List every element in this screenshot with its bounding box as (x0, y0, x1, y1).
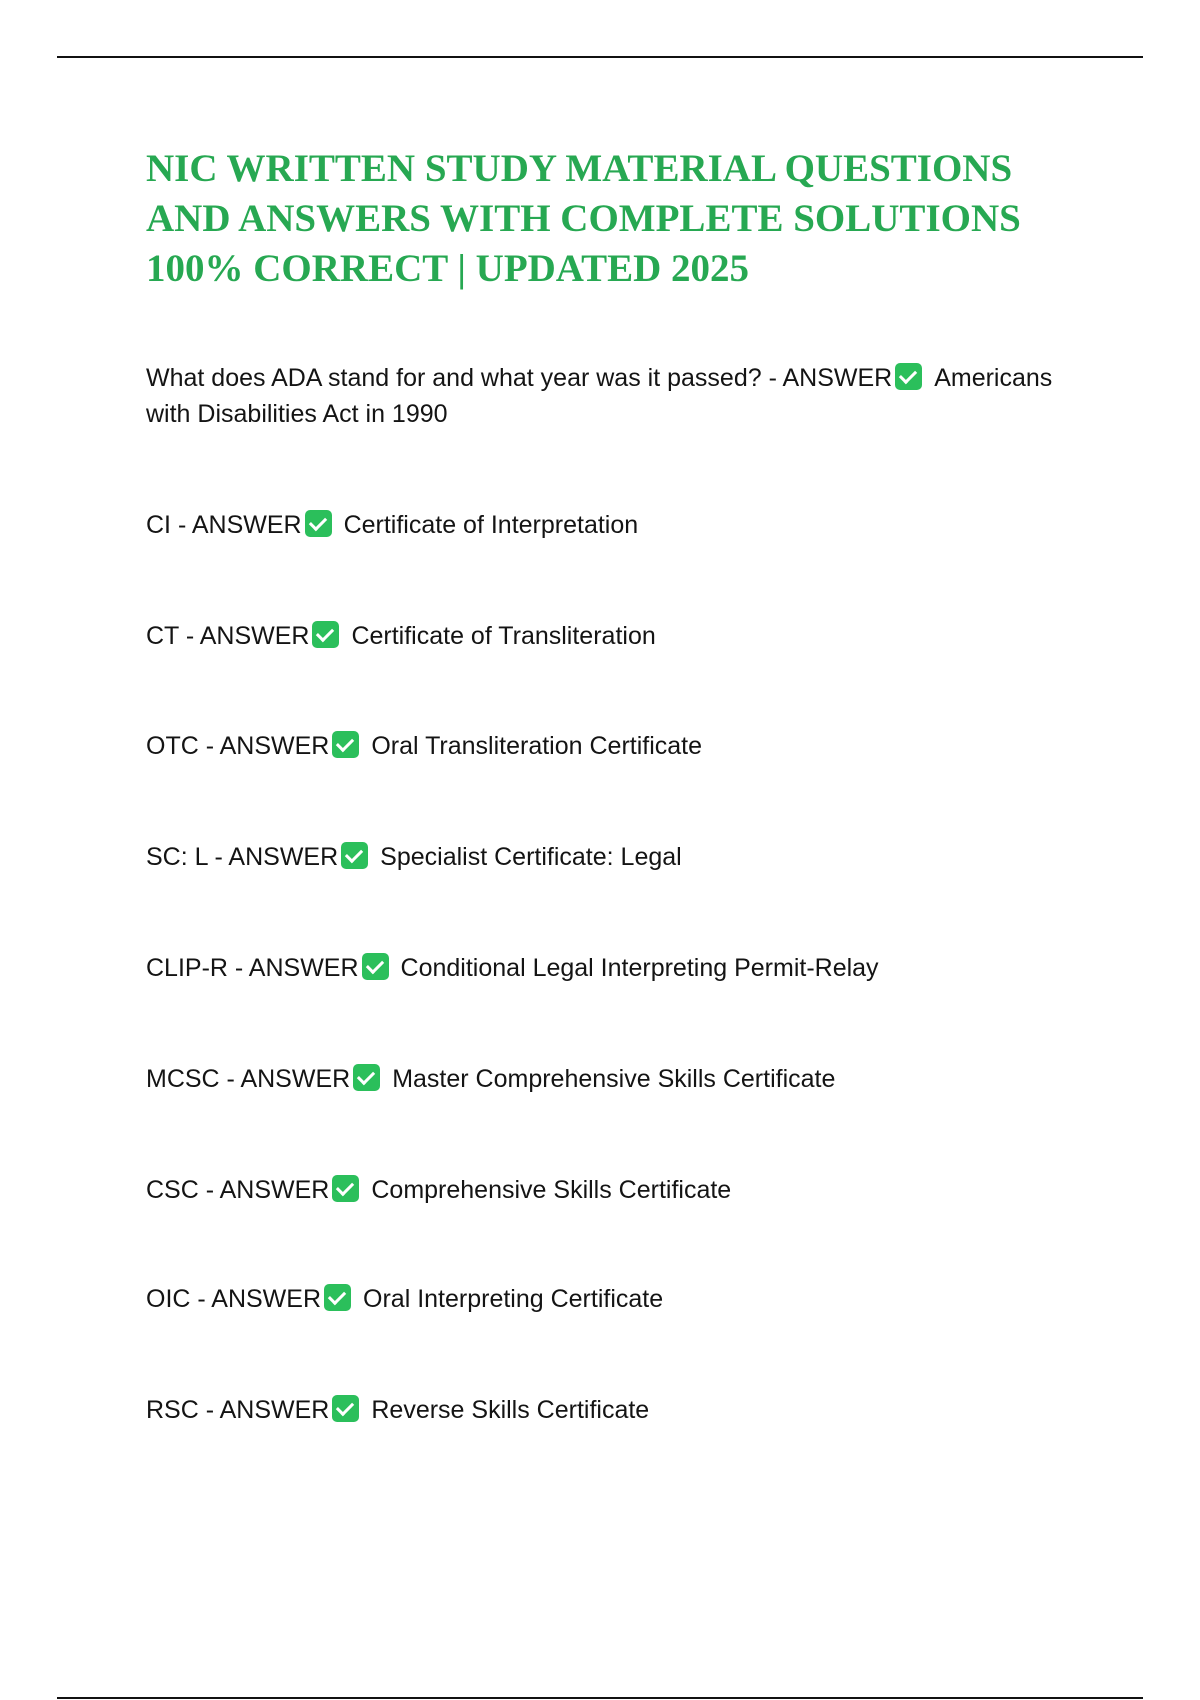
check-mark-icon (305, 510, 332, 537)
qa-item (146, 360, 1106, 432)
question-text: CT - ANSWER (146, 622, 310, 650)
answer-text: with Disabilities Act in 1990 (146, 400, 448, 428)
qa-item (146, 507, 1106, 543)
answer-text: Master Comprehensive Skills Certificate (392, 1065, 836, 1093)
qa-item (146, 728, 1106, 764)
answer-text: Conditional Legal Interpreting Permit-Relay (400, 954, 879, 982)
question-text: CLIP-R - ANSWER (146, 954, 359, 982)
footer-rule (57, 1697, 1143, 1699)
check-mark-icon (895, 363, 922, 390)
answer-text: Certificate of Transliteration (351, 622, 656, 650)
answer-text: Oral Interpreting Certificate (363, 1285, 664, 1313)
answer-text: Americans (934, 364, 1053, 392)
question-text: OTC - ANSWER (146, 732, 330, 760)
answer-text: Specialist Certificate: Legal (380, 843, 682, 871)
check-mark-icon (341, 842, 368, 869)
document-title (146, 144, 1106, 294)
qa-item (146, 839, 1106, 875)
question-text: RSC - ANSWER (146, 1396, 330, 1424)
answer-text: Reverse Skills Certificate (371, 1396, 650, 1424)
check-mark-icon (312, 621, 339, 648)
title-line: 100% CORRECT | UPDATED 2025 (146, 247, 750, 290)
question-text: CSC - ANSWER (146, 1176, 330, 1204)
question-text: OIC - ANSWER (146, 1285, 322, 1313)
header-rule (57, 56, 1143, 58)
title-line: AND ANSWERS WITH COMPLETE SOLUTIONS (146, 197, 1021, 240)
answer-text: Oral Transliteration Certificate (371, 732, 703, 760)
answer-text: Comprehensive Skills Certificate (371, 1176, 732, 1204)
check-mark-icon (332, 1175, 359, 1202)
check-mark-icon (353, 1064, 380, 1091)
answer-text: Certificate of Interpretation (343, 511, 639, 539)
title-line: NIC WRITTEN STUDY MATERIAL QUESTIONS (146, 147, 1013, 190)
question-text: CI - ANSWER (146, 511, 302, 539)
question-text: What does ADA stand for and what year was it passed? - ANSWER (146, 364, 893, 392)
qa-item (146, 950, 1106, 986)
check-mark-icon (332, 731, 359, 758)
qa-item (146, 1281, 1106, 1317)
question-text: MCSC - ANSWER (146, 1065, 351, 1093)
question-text: SC: L - ANSWER (146, 843, 339, 871)
check-mark-icon (332, 1395, 359, 1422)
check-mark-icon (362, 953, 389, 980)
qa-item (146, 1392, 1106, 1428)
qa-item (146, 1061, 1106, 1097)
qa-item (146, 618, 1106, 654)
check-mark-icon (324, 1284, 351, 1311)
qa-item (146, 1172, 1106, 1208)
